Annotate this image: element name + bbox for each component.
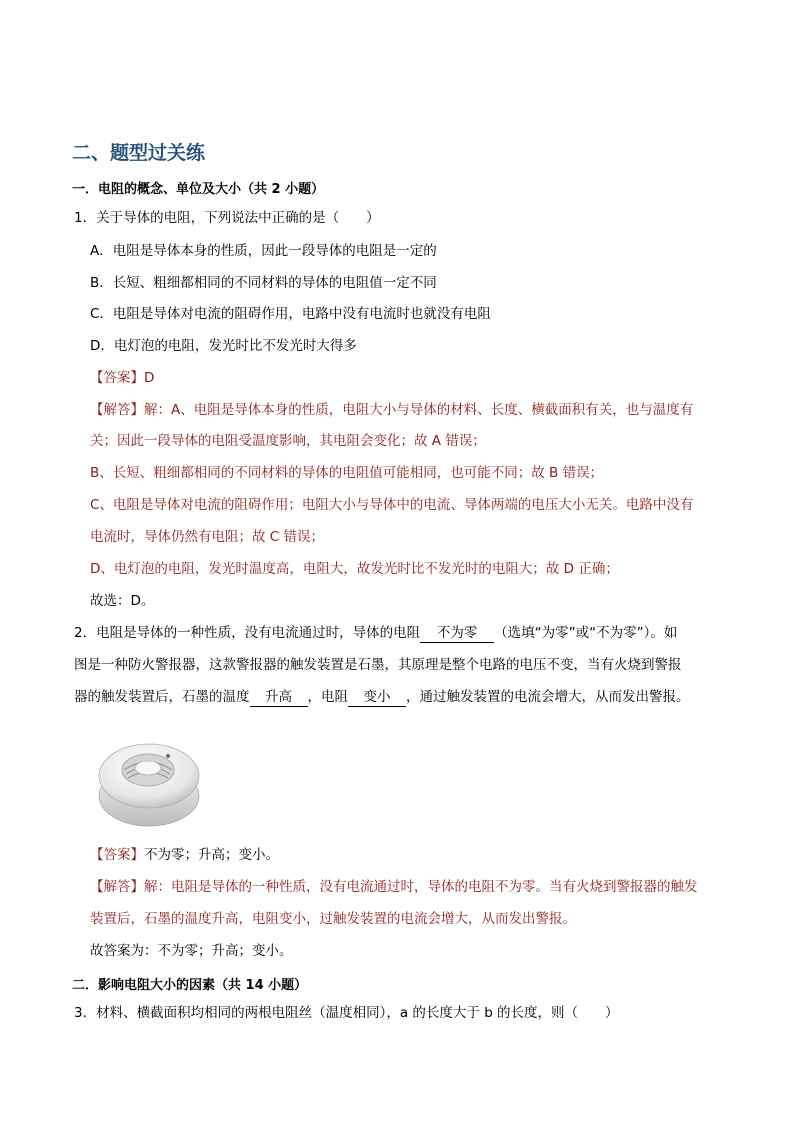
question-1-analysis-line-5: 电流时，导体仍然有电阻；故 C 错误； <box>90 529 325 545</box>
answer-value: 不为零；升高；变小。 <box>144 847 279 863</box>
smoke-detector-image <box>96 724 202 838</box>
question-2-analysis-line-1 <box>90 878 698 896</box>
q2-text: 2．电阻是导体的一种性质，没有电流通过时，导体的电阻 <box>74 625 421 641</box>
section-title-1: 一．电阻的概念、单位及大小（共 2 小题） <box>72 182 325 197</box>
answer-value: D <box>144 370 155 386</box>
question-1-stem: 1．关于导体的电阻，下列说法中正确的是（ ） <box>74 210 380 226</box>
question-2-line-1 <box>74 624 677 643</box>
analysis-tag: 【解答】 <box>90 402 144 418</box>
analysis-text: 解：A、电阻是导体本身的性质，电阻大小与导体的材料、长度、横截面积有关，也与温度有 <box>144 402 694 418</box>
question-1-analysis-line-2: 关；因此一段导体的电阻受温度影响，其电阻会变化；故 A 错误； <box>90 433 486 449</box>
question-2-answer <box>90 846 279 864</box>
q2-text: ，电阻 <box>307 689 348 705</box>
question-2-final: 故答案为：不为零；升高；变小。 <box>90 943 293 959</box>
blank-2: 升高 <box>250 688 308 707</box>
question-1-analysis-line-6: D、电灯泡的电阻，发光时温度高，电阻大，故发光时比不发光时的电阻大；故 D 正确； <box>90 561 619 577</box>
page-heading: 二、题型过关练 <box>72 142 206 164</box>
blank-3: 变小 <box>348 688 406 707</box>
q2-text: ，通过触发装置的电流会增大，从而发出警报。 <box>406 689 690 705</box>
question-1-option-d: D．电灯泡的电阻，发光时比不发光时大得多 <box>90 338 357 354</box>
question-2-line-3 <box>74 688 690 707</box>
answer-tag: 【答案】 <box>90 370 144 386</box>
question-2-analysis-line-2: 装置后，石墨的温度升高，电阻变小，过触发装置的电流会增大，从而发出警报。 <box>90 911 576 927</box>
q2-text: 器的触发装置后，石墨的温度 <box>74 689 250 705</box>
q2-text: （选填“为零”或“不为零”）。如 <box>494 625 678 641</box>
section-title-2: 二．影响电阻大小的因素（共 14 小题） <box>72 978 308 993</box>
question-1-analysis-line-4: C、电阻是导体对电流的阻碍作用；电阻大小与导体中的电流、导体两端的电压大小无关。电路中没有 <box>90 497 694 513</box>
question-1-option-a: A．电阻是导体本身的性质，因此一段导体的电阻是一定的 <box>90 243 437 259</box>
question-1-option-b: B．长短、粗细都相同的不同材料的导体的电阻值一定不同 <box>90 275 437 291</box>
question-3-stem: 3．材料、横截面积均相同的两根电阻丝（温度相同），a 的长度大于 b 的长度，则（ ） <box>74 1005 619 1021</box>
question-1-choice: 故选：D。 <box>90 593 155 609</box>
analysis-text: 解：电阻是导体的一种性质，没有电流通过时，导体的电阻不为零。当有火烧到警报器的触发 <box>144 879 698 895</box>
question-1-analysis-line-1 <box>90 401 693 419</box>
blank-1: 不为零 <box>420 624 494 643</box>
answer-tag: 【答案】 <box>90 847 144 863</box>
analysis-tag: 【解答】 <box>90 879 144 895</box>
question-1-answer <box>90 369 154 387</box>
question-2-line-2: 图是一种防火警报器，这款警报器的触发装置是石墨，其原理是整个电路的电压不变，当有火烧到警报 <box>74 657 682 673</box>
question-1-analysis-line-3: B、长短、粗细都相同的不同材料的导体的电阻值可能相同，也可能不同；故 B 错误； <box>90 465 604 481</box>
question-1-option-c: C．电阻是导体对电流的阻碍作用，电路中没有电流时也就没有电阻 <box>90 306 491 322</box>
